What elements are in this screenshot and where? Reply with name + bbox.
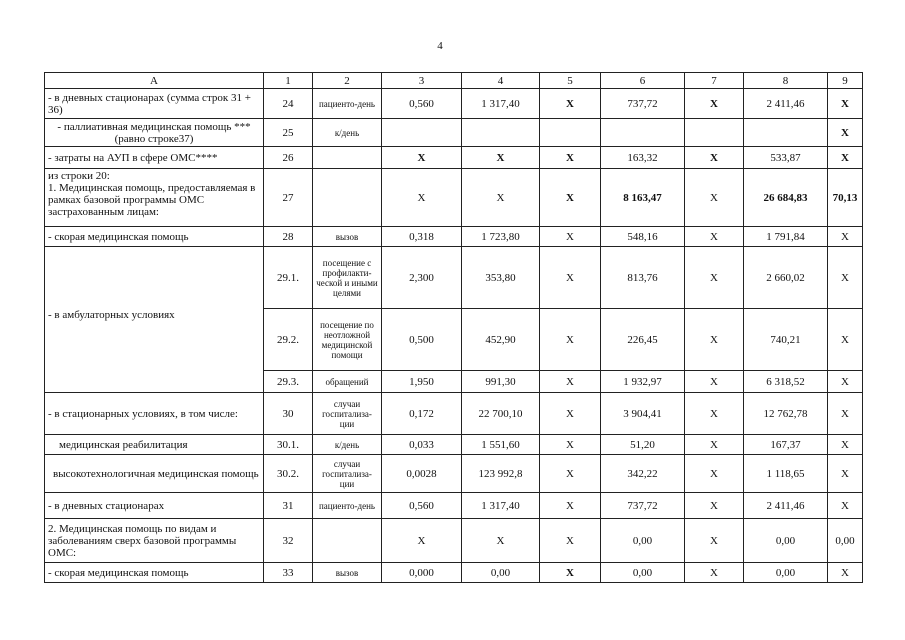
- table-row: [45, 247, 863, 309]
- row-unit: к/день: [313, 435, 382, 455]
- row-label: [45, 169, 264, 227]
- row-code: 27: [264, 169, 313, 227]
- cell-c7: X: [685, 169, 744, 227]
- cell-c8: 26 684,83: [744, 169, 828, 227]
- cell-c7: X: [685, 309, 744, 371]
- cell-c3: X: [382, 519, 462, 563]
- cell-c8: 0,00: [744, 519, 828, 563]
- row-unit: посещение с профилакти-ческой и иными целями: [313, 247, 382, 309]
- cell-c3: 0,318: [382, 227, 462, 247]
- header-cell: 9: [828, 73, 863, 89]
- cell-c5: X: [540, 435, 601, 455]
- cell-c5: X: [540, 519, 601, 563]
- row-label: - затраты на АУП в сфере ОМС****: [45, 147, 264, 169]
- row-unit: [313, 147, 382, 169]
- table-row: [45, 169, 863, 227]
- row-code: 30.1.: [264, 435, 313, 455]
- cell-c3: 0,500: [382, 309, 462, 371]
- cell-c6: 548,16: [601, 227, 685, 247]
- row-code: 33: [264, 563, 313, 583]
- header-cell: 4: [462, 73, 540, 89]
- cell-c4: 1 317,40: [462, 493, 540, 519]
- row-code: 28: [264, 227, 313, 247]
- cell-c8: 740,21: [744, 309, 828, 371]
- cell-c4: 22 700,10: [462, 393, 540, 435]
- row-label: - в стационарных условиях, в том числе:: [45, 393, 264, 435]
- cell-c9: X: [828, 119, 863, 147]
- cell-c5: X: [540, 493, 601, 519]
- header-cell: 5: [540, 73, 601, 89]
- cell-c6: 813,76: [601, 247, 685, 309]
- cell-c9: X: [828, 247, 863, 309]
- cell-c4: 1 317,40: [462, 89, 540, 119]
- cell-c5: X: [540, 147, 601, 169]
- row-unit: посещение по неотложной медицинской помощи: [313, 309, 382, 371]
- cell-c4: X: [462, 169, 540, 227]
- row-label: высокотехнологичная медицинская помощь: [45, 455, 264, 493]
- cell-c8: 1 791,84: [744, 227, 828, 247]
- cell-c6: 0,00: [601, 519, 685, 563]
- row-unit: случаи госпитализа-ции: [313, 393, 382, 435]
- cell-c7: X: [685, 371, 744, 393]
- cell-c5: X: [540, 393, 601, 435]
- cell-c5: X: [540, 227, 601, 247]
- page-number: 4: [437, 40, 443, 52]
- row-label: 2. Медицинская помощь по видам и заболеваниям сверх базовой программы ОМС:: [45, 519, 264, 563]
- row-unit: [313, 519, 382, 563]
- row-code: 29.2.: [264, 309, 313, 371]
- cell-c9: X: [828, 455, 863, 493]
- cell-c4: 1 551,60: [462, 435, 540, 455]
- cell-c5: X: [540, 309, 601, 371]
- cell-c4: X: [462, 519, 540, 563]
- cell-c3: 0,033: [382, 435, 462, 455]
- row-label-main: 1. Медицинская помощь, предоставляемая в рамках базовой программы ОМС застрахованным лицам:: [48, 182, 256, 218]
- row-code: 32: [264, 519, 313, 563]
- cell-c9: X: [828, 435, 863, 455]
- cell-c3: 0,172: [382, 393, 462, 435]
- row-code: 31: [264, 493, 313, 519]
- cell-c5: X: [540, 563, 601, 583]
- cell-c9: 0,00: [828, 519, 863, 563]
- cell-c6: 342,22: [601, 455, 685, 493]
- cell-c6: 3 904,41: [601, 393, 685, 435]
- table-row: [45, 119, 863, 147]
- cell-c7: X: [685, 147, 744, 169]
- row-unit: обращений: [313, 371, 382, 393]
- cell-c4: 123 992,8: [462, 455, 540, 493]
- cell-c5: X: [540, 371, 601, 393]
- row-code: 24: [264, 89, 313, 119]
- table-row: [45, 89, 863, 119]
- cell-c6: 51,20: [601, 435, 685, 455]
- row-label: медицинская реабилитация: [45, 435, 264, 455]
- row-code: 30: [264, 393, 313, 435]
- header-cell: 6: [601, 73, 685, 89]
- row-code: 25: [264, 119, 313, 147]
- tariff-table: [44, 72, 863, 583]
- cell-c7: [685, 119, 744, 147]
- table-row: [45, 563, 863, 583]
- row-unit: вызов: [313, 227, 382, 247]
- header-cell: 7: [685, 73, 744, 89]
- cell-c7: X: [685, 563, 744, 583]
- row-label: - в дневных стационарах (сумма строк 31 + 36): [45, 89, 264, 119]
- cell-c3: 1,950: [382, 371, 462, 393]
- table-row: [45, 147, 863, 169]
- row-label: - в амбулаторных условиях: [45, 247, 264, 393]
- row-label-prefix: из строки 20:: [48, 170, 110, 182]
- row-code: 30.2.: [264, 455, 313, 493]
- cell-c7: X: [685, 435, 744, 455]
- row-label: - скорая медицинская помощь: [45, 227, 264, 247]
- cell-c8: 2 660,02: [744, 247, 828, 309]
- row-unit: пациенто-день: [313, 89, 382, 119]
- cell-c9: X: [828, 563, 863, 583]
- cell-c9: X: [828, 393, 863, 435]
- row-unit: случаи госпитализа-ции: [313, 455, 382, 493]
- cell-c8: [744, 119, 828, 147]
- cell-c6: [601, 119, 685, 147]
- cell-c9: X: [828, 227, 863, 247]
- table-row: [45, 435, 863, 455]
- cell-c4: 1 723,80: [462, 227, 540, 247]
- cell-c5: X: [540, 169, 601, 227]
- table-row: [45, 227, 863, 247]
- cell-c4: 991,30: [462, 371, 540, 393]
- cell-c7: X: [685, 455, 744, 493]
- header-row: [45, 73, 863, 89]
- cell-c7: X: [685, 89, 744, 119]
- cell-c4: 452,90: [462, 309, 540, 371]
- header-cell: 3: [382, 73, 462, 89]
- row-unit: пациенто-день: [313, 493, 382, 519]
- cell-c7: X: [685, 227, 744, 247]
- cell-c8: 0,00: [744, 563, 828, 583]
- cell-c8: 2 411,46: [744, 493, 828, 519]
- row-unit: вызов: [313, 563, 382, 583]
- cell-c8: 2 411,46: [744, 89, 828, 119]
- cell-c3: 2,300: [382, 247, 462, 309]
- cell-c3: 0,560: [382, 493, 462, 519]
- cell-c8: 1 118,65: [744, 455, 828, 493]
- cell-c3: 0,560: [382, 89, 462, 119]
- cell-c4: 0,00: [462, 563, 540, 583]
- header-cell: А: [45, 73, 264, 89]
- row-label: - в дневных стационарах: [45, 493, 264, 519]
- header-cell: 2: [313, 73, 382, 89]
- cell-c5: X: [540, 89, 601, 119]
- cell-c6: 0,00: [601, 563, 685, 583]
- cell-c6: 8 163,47: [601, 169, 685, 227]
- row-code: 26: [264, 147, 313, 169]
- row-code: 29.3.: [264, 371, 313, 393]
- cell-c6: 737,72: [601, 89, 685, 119]
- table-row: [45, 393, 863, 435]
- row-unit: [313, 169, 382, 227]
- cell-c3: [382, 119, 462, 147]
- cell-c7: X: [685, 393, 744, 435]
- row-unit: к/день: [313, 119, 382, 147]
- cell-c6: 163,32: [601, 147, 685, 169]
- cell-c7: X: [685, 493, 744, 519]
- header-cell: 8: [744, 73, 828, 89]
- cell-c4: X: [462, 147, 540, 169]
- cell-c9: 70,13: [828, 169, 863, 227]
- cell-c9: X: [828, 493, 863, 519]
- table-row: [45, 519, 863, 563]
- cell-c9: X: [828, 371, 863, 393]
- table-row: [45, 455, 863, 493]
- cell-c6: 1 932,97: [601, 371, 685, 393]
- cell-c3: 0,0028: [382, 455, 462, 493]
- row-code: 29.1.: [264, 247, 313, 309]
- cell-c9: X: [828, 309, 863, 371]
- cell-c8: 12 762,78: [744, 393, 828, 435]
- table-row: [45, 493, 863, 519]
- cell-c4: 353,80: [462, 247, 540, 309]
- cell-c6: 737,72: [601, 493, 685, 519]
- cell-c3: X: [382, 147, 462, 169]
- cell-c8: 6 318,52: [744, 371, 828, 393]
- header-cell: 1: [264, 73, 313, 89]
- cell-c5: X: [540, 247, 601, 309]
- cell-c7: X: [685, 247, 744, 309]
- cell-c3: X: [382, 169, 462, 227]
- cell-c3: 0,000: [382, 563, 462, 583]
- cell-c5: [540, 119, 601, 147]
- cell-c4: [462, 119, 540, 147]
- row-label: - скорая медицинская помощь: [45, 563, 264, 583]
- cell-c7: X: [685, 519, 744, 563]
- row-label: - паллиативная медицинская помощь *** (равно строке37): [45, 119, 264, 147]
- cell-c5: X: [540, 455, 601, 493]
- cell-c8: 533,87: [744, 147, 828, 169]
- cell-c9: X: [828, 147, 863, 169]
- cell-c8: 167,37: [744, 435, 828, 455]
- cell-c9: X: [828, 89, 863, 119]
- cell-c6: 226,45: [601, 309, 685, 371]
